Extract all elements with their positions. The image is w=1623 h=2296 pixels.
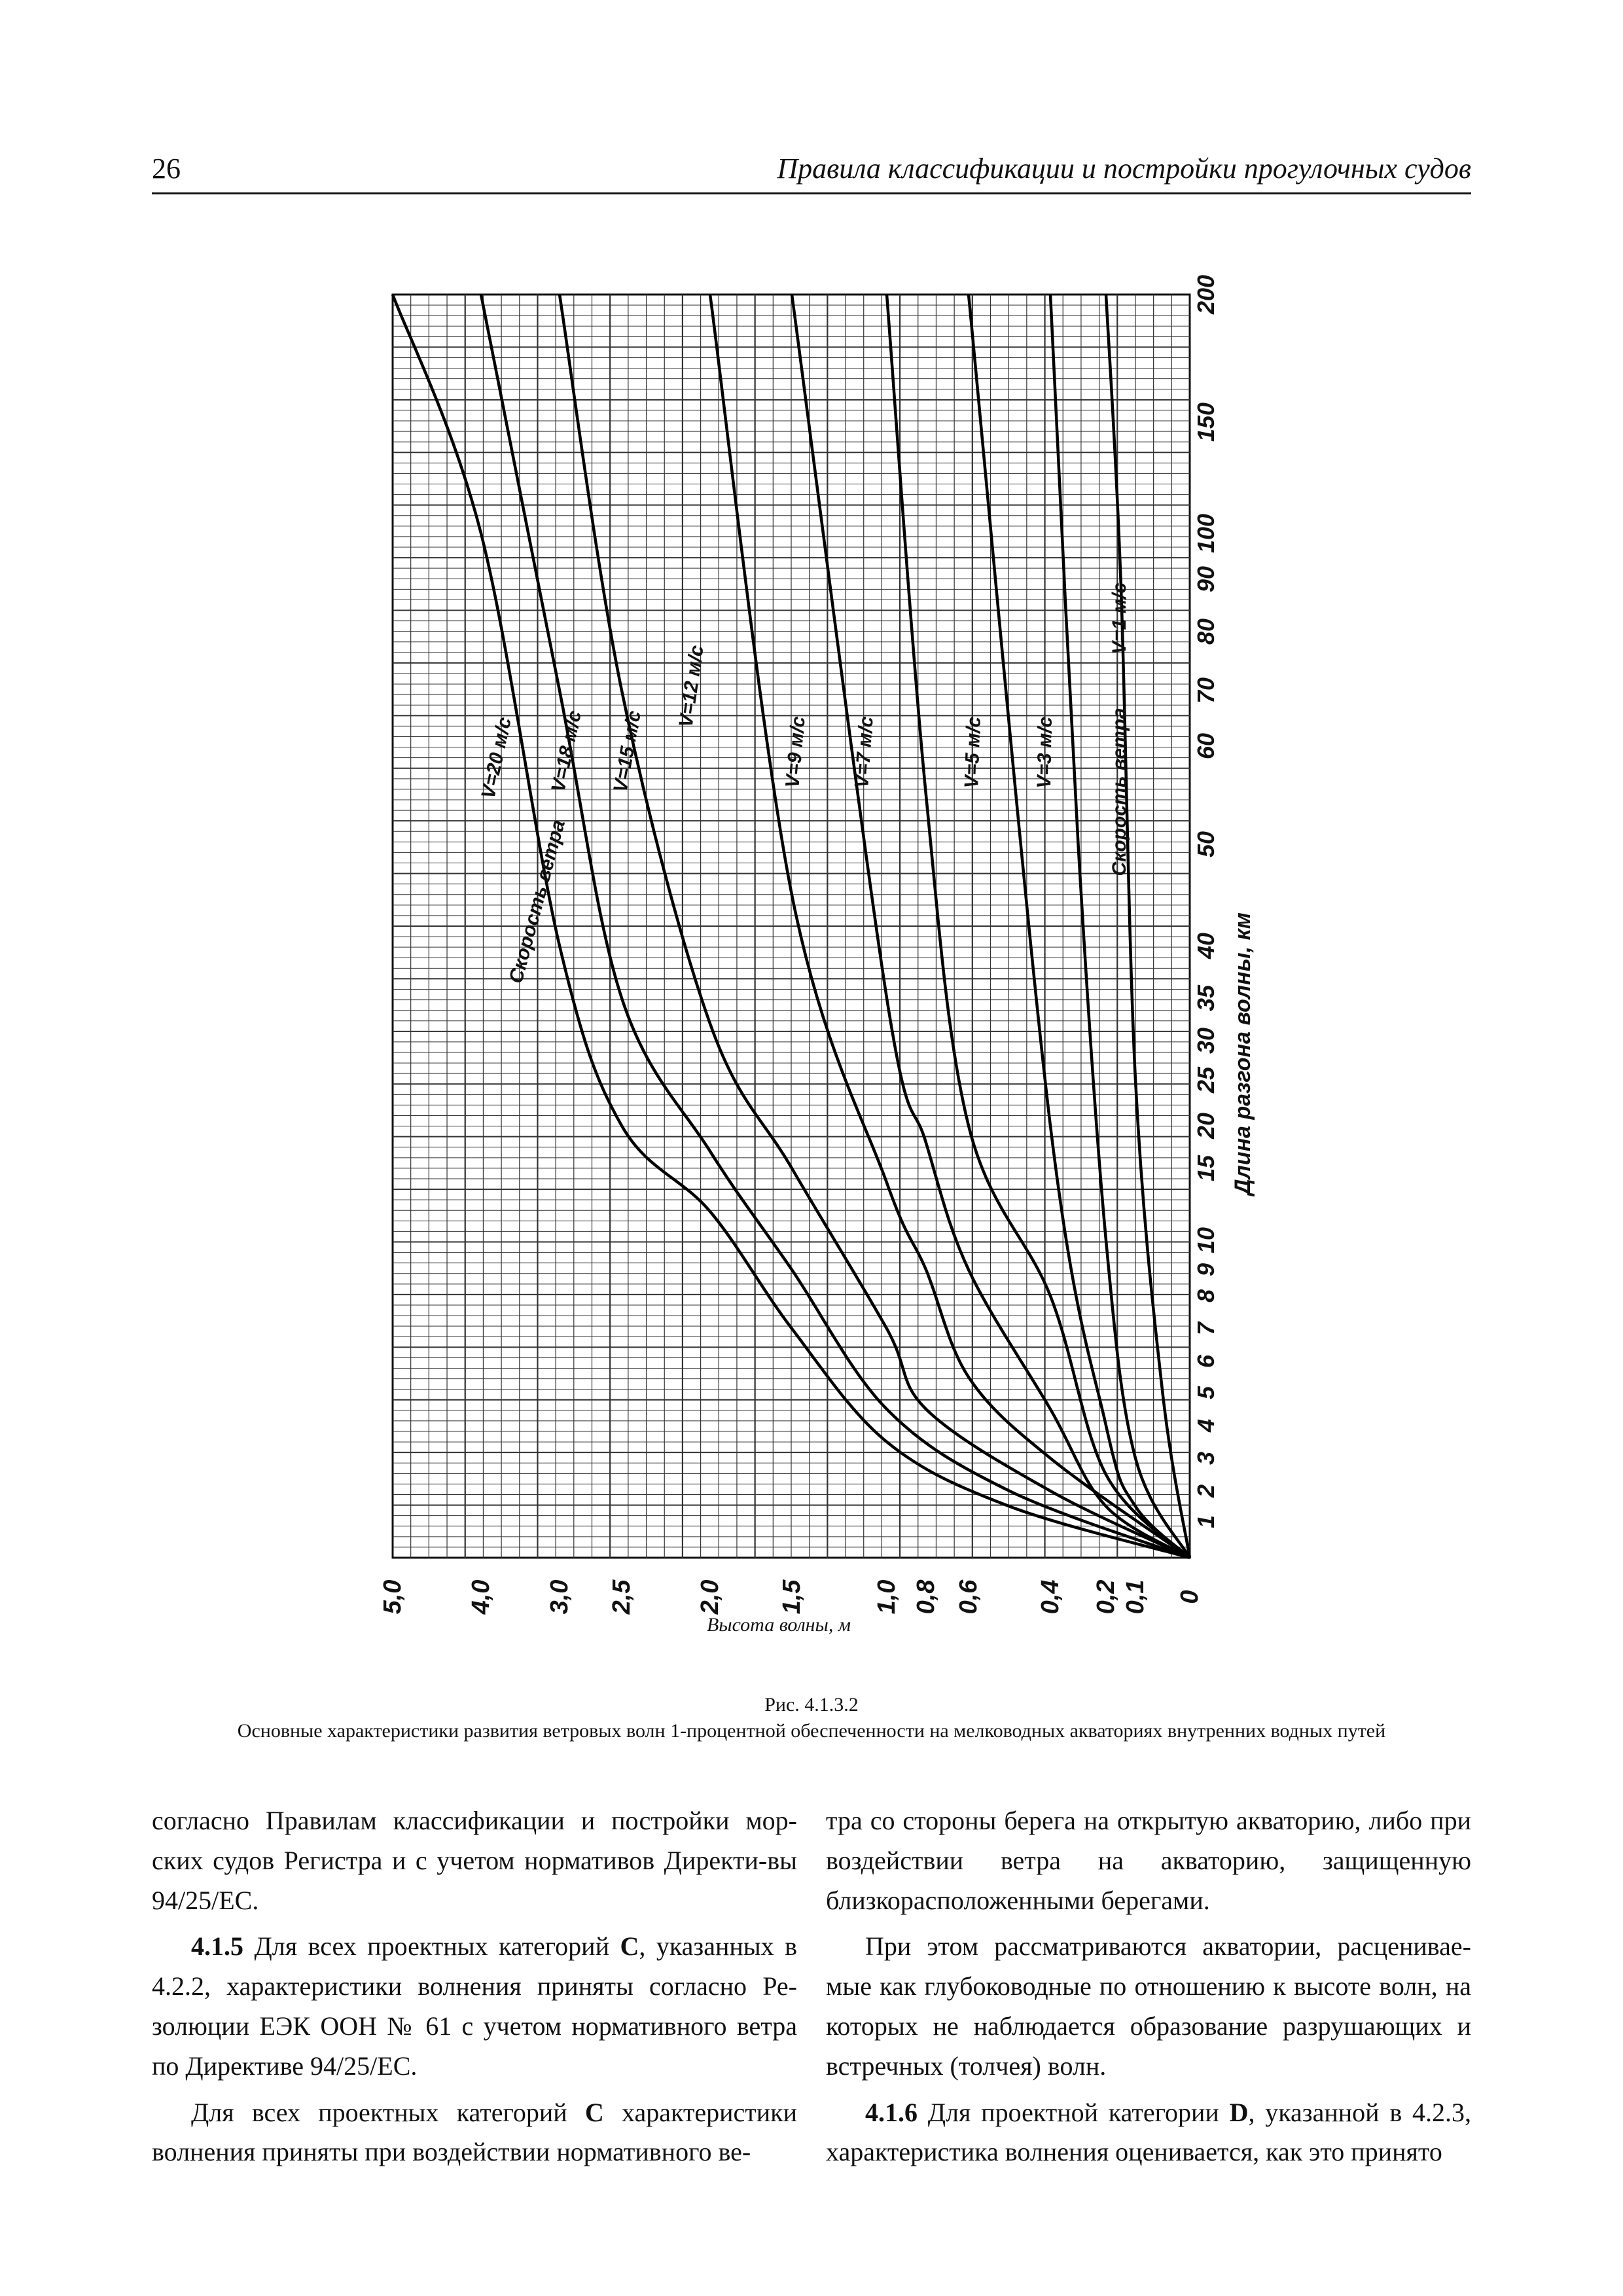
series-label: V=5 м/с bbox=[961, 716, 985, 789]
paragraph: При этом рассматриваются акватории, расценивае-мые как глубоководные по отношению к высоте волн, на которых не наблюдается образование разрушающих и встречных (толчея) волн. bbox=[826, 1931, 1471, 2081]
paragraph: 4.1.5 Для всех проектных категорий С, указанных в 4.2.2, характеристики волнения приняты согласно Ре-золюции ЕЭК ООН № 61 с учетом нормативного ветра по Директиве 94/25/ЕС. bbox=[152, 1931, 797, 2081]
y-tick-label: 35 bbox=[1192, 984, 1219, 1012]
paragraph: Для всех проектных категорий С характеристики волнения приняты при воздействии нормативного ве- bbox=[152, 2097, 797, 2167]
y-tick-label: 40 bbox=[1192, 932, 1219, 960]
paragraph: согласно Правилам классификации и постройки мор-ских судов Регистра и с учетом нормативов Директи-вы 94/25/ЕС. bbox=[152, 1806, 797, 1915]
x-axis-title: Высота волны, м bbox=[706, 1614, 851, 1636]
y-tick-label: 30 bbox=[1192, 1027, 1219, 1054]
x-tick-label: 3,0 bbox=[546, 1579, 573, 1615]
y-tick-label: 6 bbox=[1192, 1354, 1219, 1369]
running-header: Правила классификации и постройки прогулочных судов bbox=[777, 152, 1471, 185]
y-tick-label: 200 bbox=[1192, 274, 1219, 315]
series-label: V=20 м/с bbox=[477, 715, 516, 801]
page-number: 26 bbox=[152, 152, 181, 185]
series-label: V=1 м/с bbox=[1109, 583, 1130, 655]
y-tick-label: 2 bbox=[1192, 1484, 1219, 1498]
x-tick-label: 2,5 bbox=[608, 1579, 635, 1615]
series-label: V=9 м/с bbox=[781, 715, 810, 789]
figure-number: Рис. 4.1.3.2 bbox=[764, 1694, 859, 1715]
y-tick-label: 25 bbox=[1192, 1066, 1219, 1094]
body-column-left bbox=[152, 1801, 797, 2172]
y-tick-label: 60 bbox=[1192, 732, 1219, 760]
x-tick-label: 0,2 bbox=[1092, 1579, 1120, 1615]
y-tick-label: 4 bbox=[1192, 1418, 1219, 1433]
x-tick-label: 0,4 bbox=[1037, 1579, 1064, 1615]
y-tick-label: 80 bbox=[1192, 618, 1219, 645]
legend-prefix-left: Скорость ветра bbox=[505, 817, 570, 986]
figure-caption: Основные характеристики развития ветровых волн 1-процентной обеспеченности на мелководных акваториях внутренних водных путей bbox=[237, 1720, 1386, 1742]
y-tick-label: 20 bbox=[1192, 1112, 1219, 1139]
x-tick-label: 5,0 bbox=[379, 1579, 406, 1615]
legend-prefix-right: Скорость ветра bbox=[1109, 708, 1130, 876]
y-tick-label: 1 bbox=[1192, 1515, 1219, 1529]
paragraph: тра со стороны берега на открытую акваторию, либо при воздействии ветра на акваторию, защищенную близкорасположенными берегами. bbox=[826, 1806, 1471, 1915]
series-label: V=12 м/с bbox=[675, 643, 708, 729]
y-tick-label: 150 bbox=[1192, 402, 1219, 442]
y-tick-label: 90 bbox=[1192, 565, 1219, 593]
x-tick-label: 0,8 bbox=[912, 1579, 940, 1615]
series-label: V=18 м/с bbox=[547, 708, 586, 795]
y-tick-label: 7 bbox=[1192, 1321, 1219, 1336]
y-axis-title: Длина разгона волны, км bbox=[1230, 912, 1255, 1195]
series-label: V=3 м/с bbox=[1033, 716, 1056, 789]
x-tick-label: 4,0 bbox=[467, 1579, 495, 1615]
y-tick-label: 15 bbox=[1192, 1155, 1219, 1182]
y-tick-label: 5 bbox=[1192, 1386, 1219, 1400]
x-tick-label: 0,6 bbox=[955, 1579, 982, 1615]
series-label: V=15 м/с bbox=[609, 709, 645, 795]
x-tick-label: 1,5 bbox=[778, 1579, 806, 1615]
chart-ticks bbox=[379, 275, 1219, 1615]
y-tick-label: 10 bbox=[1192, 1227, 1219, 1254]
paragraph: 4.1.6 Для проектной категории D, указанной в 4.2.3, характеристика волнения оценивается, как это принято bbox=[826, 2097, 1471, 2167]
y-tick-label: 100 bbox=[1192, 513, 1219, 554]
y-tick-label: 50 bbox=[1192, 831, 1219, 858]
x-tick-label: 2,0 bbox=[696, 1579, 724, 1615]
x-tick-label: 0 bbox=[1176, 1590, 1204, 1604]
chart-grid bbox=[393, 295, 1190, 1558]
x-tick-label: 0,1 bbox=[1122, 1579, 1149, 1615]
series-label: V=7 м/с bbox=[851, 715, 878, 789]
y-tick-label: 3 bbox=[1192, 1451, 1219, 1465]
body-column-right bbox=[826, 1801, 1471, 2172]
y-tick-label: 70 bbox=[1192, 677, 1219, 704]
x-tick-label: 1,0 bbox=[873, 1579, 901, 1615]
y-tick-label: 9 bbox=[1192, 1263, 1219, 1277]
y-tick-label: 8 bbox=[1192, 1289, 1219, 1303]
